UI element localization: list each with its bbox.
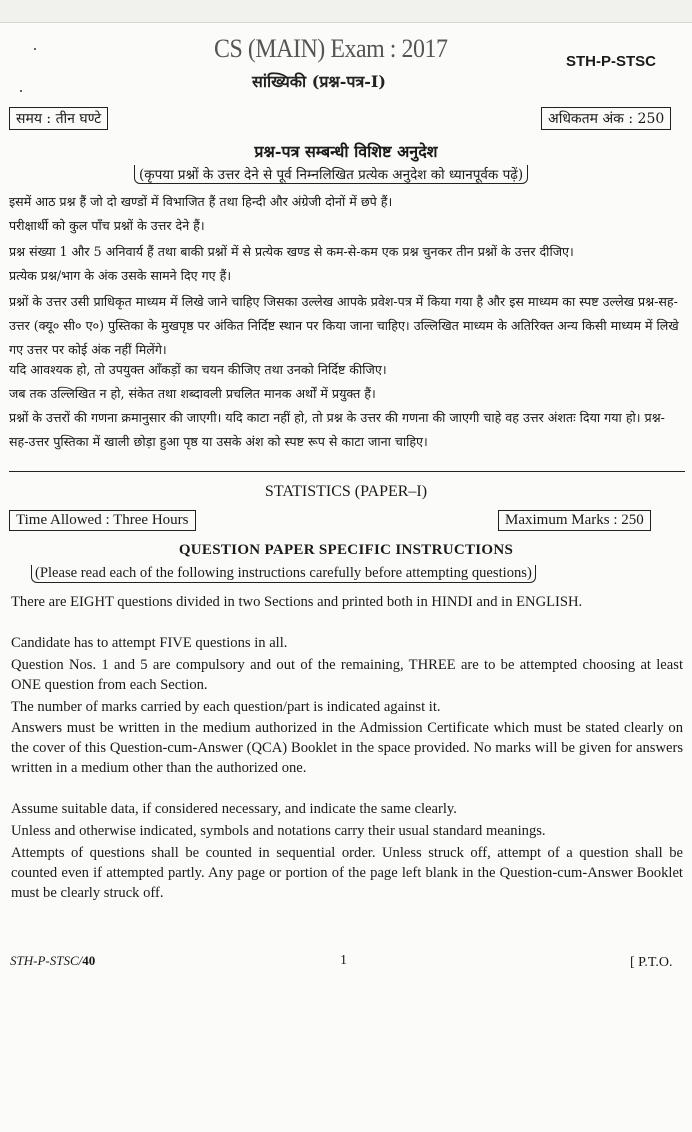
marks-box: Maximum Marks : 250 xyxy=(498,510,651,531)
paper-heading: STATISTICS (PAPER–I) xyxy=(264,483,428,500)
instruction: Answers must be written in the medium authorized in the Admission Certificate which must be stated clearly on the cover of this Question-cum-Answer (QCA) Booklet in the space provided. No marks will be given for answers written in a medium other than the authorized one. xyxy=(11,720,683,776)
instruction-hindi: परीक्षार्थी को कुल पाँच प्रश्नों के उत्तर देने हैं। xyxy=(9,218,205,233)
instruction-hindi: प्रश्नों के उत्तर उसी प्राधिकृत माध्यम में लिखे जाने चाहिए जिसका उल्लेख आपके प्रवेश-पत्र में किया गया है और इस माध्यम का स्पष्ट उल्लेख प्रश्न-सह-उत्तर (क्यू० सी० ए०) पुस्तिका के मुखपृष्ठ पर अंकित निर्दिष्ट स्थान पर किया जाना चाहिए। उल्लिखित माध्यम के अतिरिक्त अन्य किसी माध्यम में लिखे गए उत्तर पर कोई अंक नहीं मिलेंगे। xyxy=(9,294,679,357)
scan-speck xyxy=(34,48,36,50)
section-divider xyxy=(9,471,685,472)
instruction-hindi: प्रत्येक प्रश्न/भाग के अंक उसके सामने दिए गए हैं। xyxy=(9,268,232,283)
instruction-hindi: जब तक उल्लिखित न हो, संकेत तथा शब्दावली प्रचलित मानक अर्थों में प्रयुक्त हैं। xyxy=(9,386,376,401)
instruction: The number of marks carried by each question/part is indicated against it. xyxy=(11,699,441,715)
scan-speck xyxy=(20,90,22,92)
page-number: 1 xyxy=(340,953,347,968)
pto-label: [ P.T.O. xyxy=(630,955,673,970)
exam-title: CS (MAIN) Exam : 2017 xyxy=(214,34,448,63)
instruction: Assume suitable data, if considered necessary, and indicate the same clearly. xyxy=(11,801,457,817)
instruction: Unless and otherwise indicated, symbols and notations carry their usual standard meanings. xyxy=(11,823,546,839)
paper-code: STH-P-STSC xyxy=(566,53,656,70)
instruction: There are EIGHT questions divided in two Sections and printed both in HINDI and in ENGLISH. xyxy=(11,594,583,610)
instruction: Candidate has to attempt FIVE questions in all. xyxy=(11,635,288,651)
instruction-hindi: इसमें आठ प्रश्न हैं जो दो खण्डों में विभाजित हैं तथा हिन्दी और अंग्रेजी दोनों में छपे हैं। xyxy=(9,194,393,209)
time-box: Time Allowed : Three Hours xyxy=(9,510,196,531)
instruction: Question Nos. 1 and 5 are compulsory and out of the remaining, THREE are to be attempted choosing at least ONE question from each Section. xyxy=(11,657,683,693)
instructions-note: (Please read each of the following instructions carefully before attempting questions) xyxy=(31,565,536,583)
instruction-hindi: यदि आवश्यक हो, तो उपयुक्त आँकड़ों का चयन कीजिए तथा उनको निर्दिष्ट कीजिए। xyxy=(9,362,387,377)
instructions-heading-hindi: प्रश्न-पत्र सम्बन्धी विशिष्ट अनुदेश xyxy=(254,142,438,161)
instruction: Attempts of questions shall be counted in sequential order. Unless struck off, attempt of a question shall be counted even if attempted partly. Any page or portion of the page left blank in the Question-cum-Answer Booklet must be clearly struck off. xyxy=(11,845,683,901)
time-box-hindi: समय : तीन घण्टे xyxy=(9,107,108,130)
instructions-heading: QUESTION PAPER SPECIFIC INSTRUCTIONS xyxy=(178,542,514,558)
instructions-note-hindi: (कृपया प्रश्नों के उत्तर देने से पूर्व निम्नलिखित प्रत्येक अनुदेश को ध्यानपूर्वक पढ़ें) xyxy=(134,165,528,184)
subject-title-hindi: सांख्यिकी (प्रश्न-पत्र-I) xyxy=(252,72,386,91)
footer-code-text: STH-P-STSC/ xyxy=(10,953,83,968)
instruction-hindi: प्रश्नों के उत्तरों की गणना क्रमानुसार की जाएगी। यदि काटा नहीं हो, तो प्रश्न के उत्तर की गणना की जाएगी चाहे वह उत्तर अंशतः दिया गया हो। प्रश्न-सह-उत्तर पुस्तिका में खाली छोड़ा हुआ पृष्ठ या उसके अंश को स्पष्ट रूप से काटा जाना चाहिए। xyxy=(9,410,665,449)
marks-box-hindi: अधिकतम अंक : 250 xyxy=(541,107,671,130)
scan-top-edge xyxy=(0,0,692,23)
footer-paper-code xyxy=(10,953,95,969)
footer-copy-count: 40 xyxy=(82,953,96,968)
instruction-hindi: प्रश्न संख्या 1 और 5 अनिवार्य हैं तथा बाकी प्रश्नों में से प्रत्येक खण्ड से कम-से-कम एक प्रश्न चुनकर तीन प्रश्नों के उत्तर दीजिए। xyxy=(9,244,574,259)
